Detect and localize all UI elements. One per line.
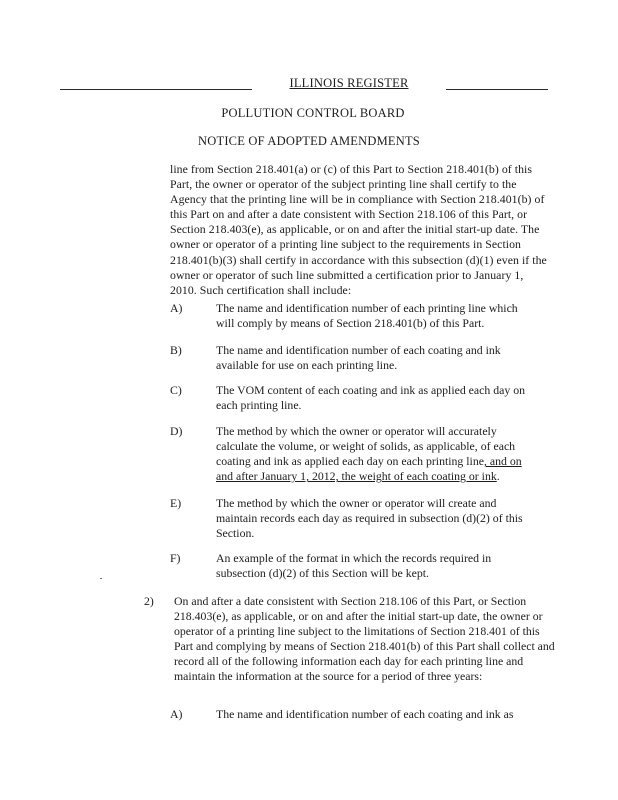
list-item-label: F)	[170, 551, 181, 565]
subsection-text: On and after a date consistent with Section 218.106 of this Part, or Section 218.403(e), as applicable, or on and after the initial start-up date, the owner or operator of a printing line subject to the limitations of Section 218.401 of this Part and complying by means of Section 218.401(b) of this Part shall collect and record all of the following information each day for each printing line and maintain the information at the source for a period of three years:	[174, 594, 555, 684]
notice-title: NOTICE OF ADOPTED AMENDMENTS	[198, 134, 420, 148]
list-item-text: An example of the format in which the records required in subsection (d)(2) of this Section will be kept.	[216, 551, 492, 581]
header-rule-left	[60, 89, 252, 90]
header-rule-right	[446, 89, 548, 90]
register-header	[60, 76, 548, 94]
scan-mark	[100, 578, 102, 579]
list-item-text: The name and identification number of each printing line which will comply by means of Section 218.401(b) of this Part.	[216, 301, 518, 331]
list-item-label: E)	[170, 496, 182, 510]
subsection-label: 2)	[144, 594, 154, 608]
list-item-text-main: The method by which the owner or operator will accurately calculate the volume, or weight of solids, as applicable, of each coating and ink as applied each day on each printing line	[216, 424, 516, 469]
list-item-text	[216, 424, 536, 484]
list-item-label: A)	[170, 301, 183, 315]
register-title: ILLINOIS REGISTER	[289, 76, 409, 90]
list-item-text: The name and identification number of each coating and ink as	[216, 707, 514, 721]
list-item-label: C)	[170, 383, 182, 397]
list-item-text: The method by which the owner or operator will create and maintain records each day as required in subsection (d)(2) of this Section.	[216, 496, 523, 541]
list-item-label: A)	[170, 707, 183, 721]
list-item-label: B)	[170, 343, 182, 357]
intro-paragraph: line from Section 218.401(a) or (c) of this Part to Section 218.401(b) of this Part, the owner or operator of the subject printing line shall certify to the Agency that the printing line will be in compliance with Section 218.401(b) of this Part on and after a date consistent with Section 218.106 of this Part, or Section 218.403(e), as applicable, or on and after the initial start-up date. The owner or operator of a printing line subject to the requirements in Section 218.401(b)(3) shall certify in accordance with this subsection (d)(1) even if the owner or operator of such line submitted a certification prior to January 1, 2010. Such certification shall include:	[170, 162, 547, 297]
list-item-text: The VOM content of each coating and ink as applied each day on each printing line.	[216, 383, 526, 413]
list-item-text: The name and identification number of each coating and ink available for use on each printing line.	[216, 343, 501, 373]
list-item-label: D)	[170, 424, 183, 438]
agency-name: POLLUTION CONTROL BOARD	[221, 106, 405, 120]
amended-text-underlined: , and on and after January 1, 2012, the weight of each coating or ink	[216, 454, 522, 484]
list-item-text-end: .	[496, 469, 500, 484]
